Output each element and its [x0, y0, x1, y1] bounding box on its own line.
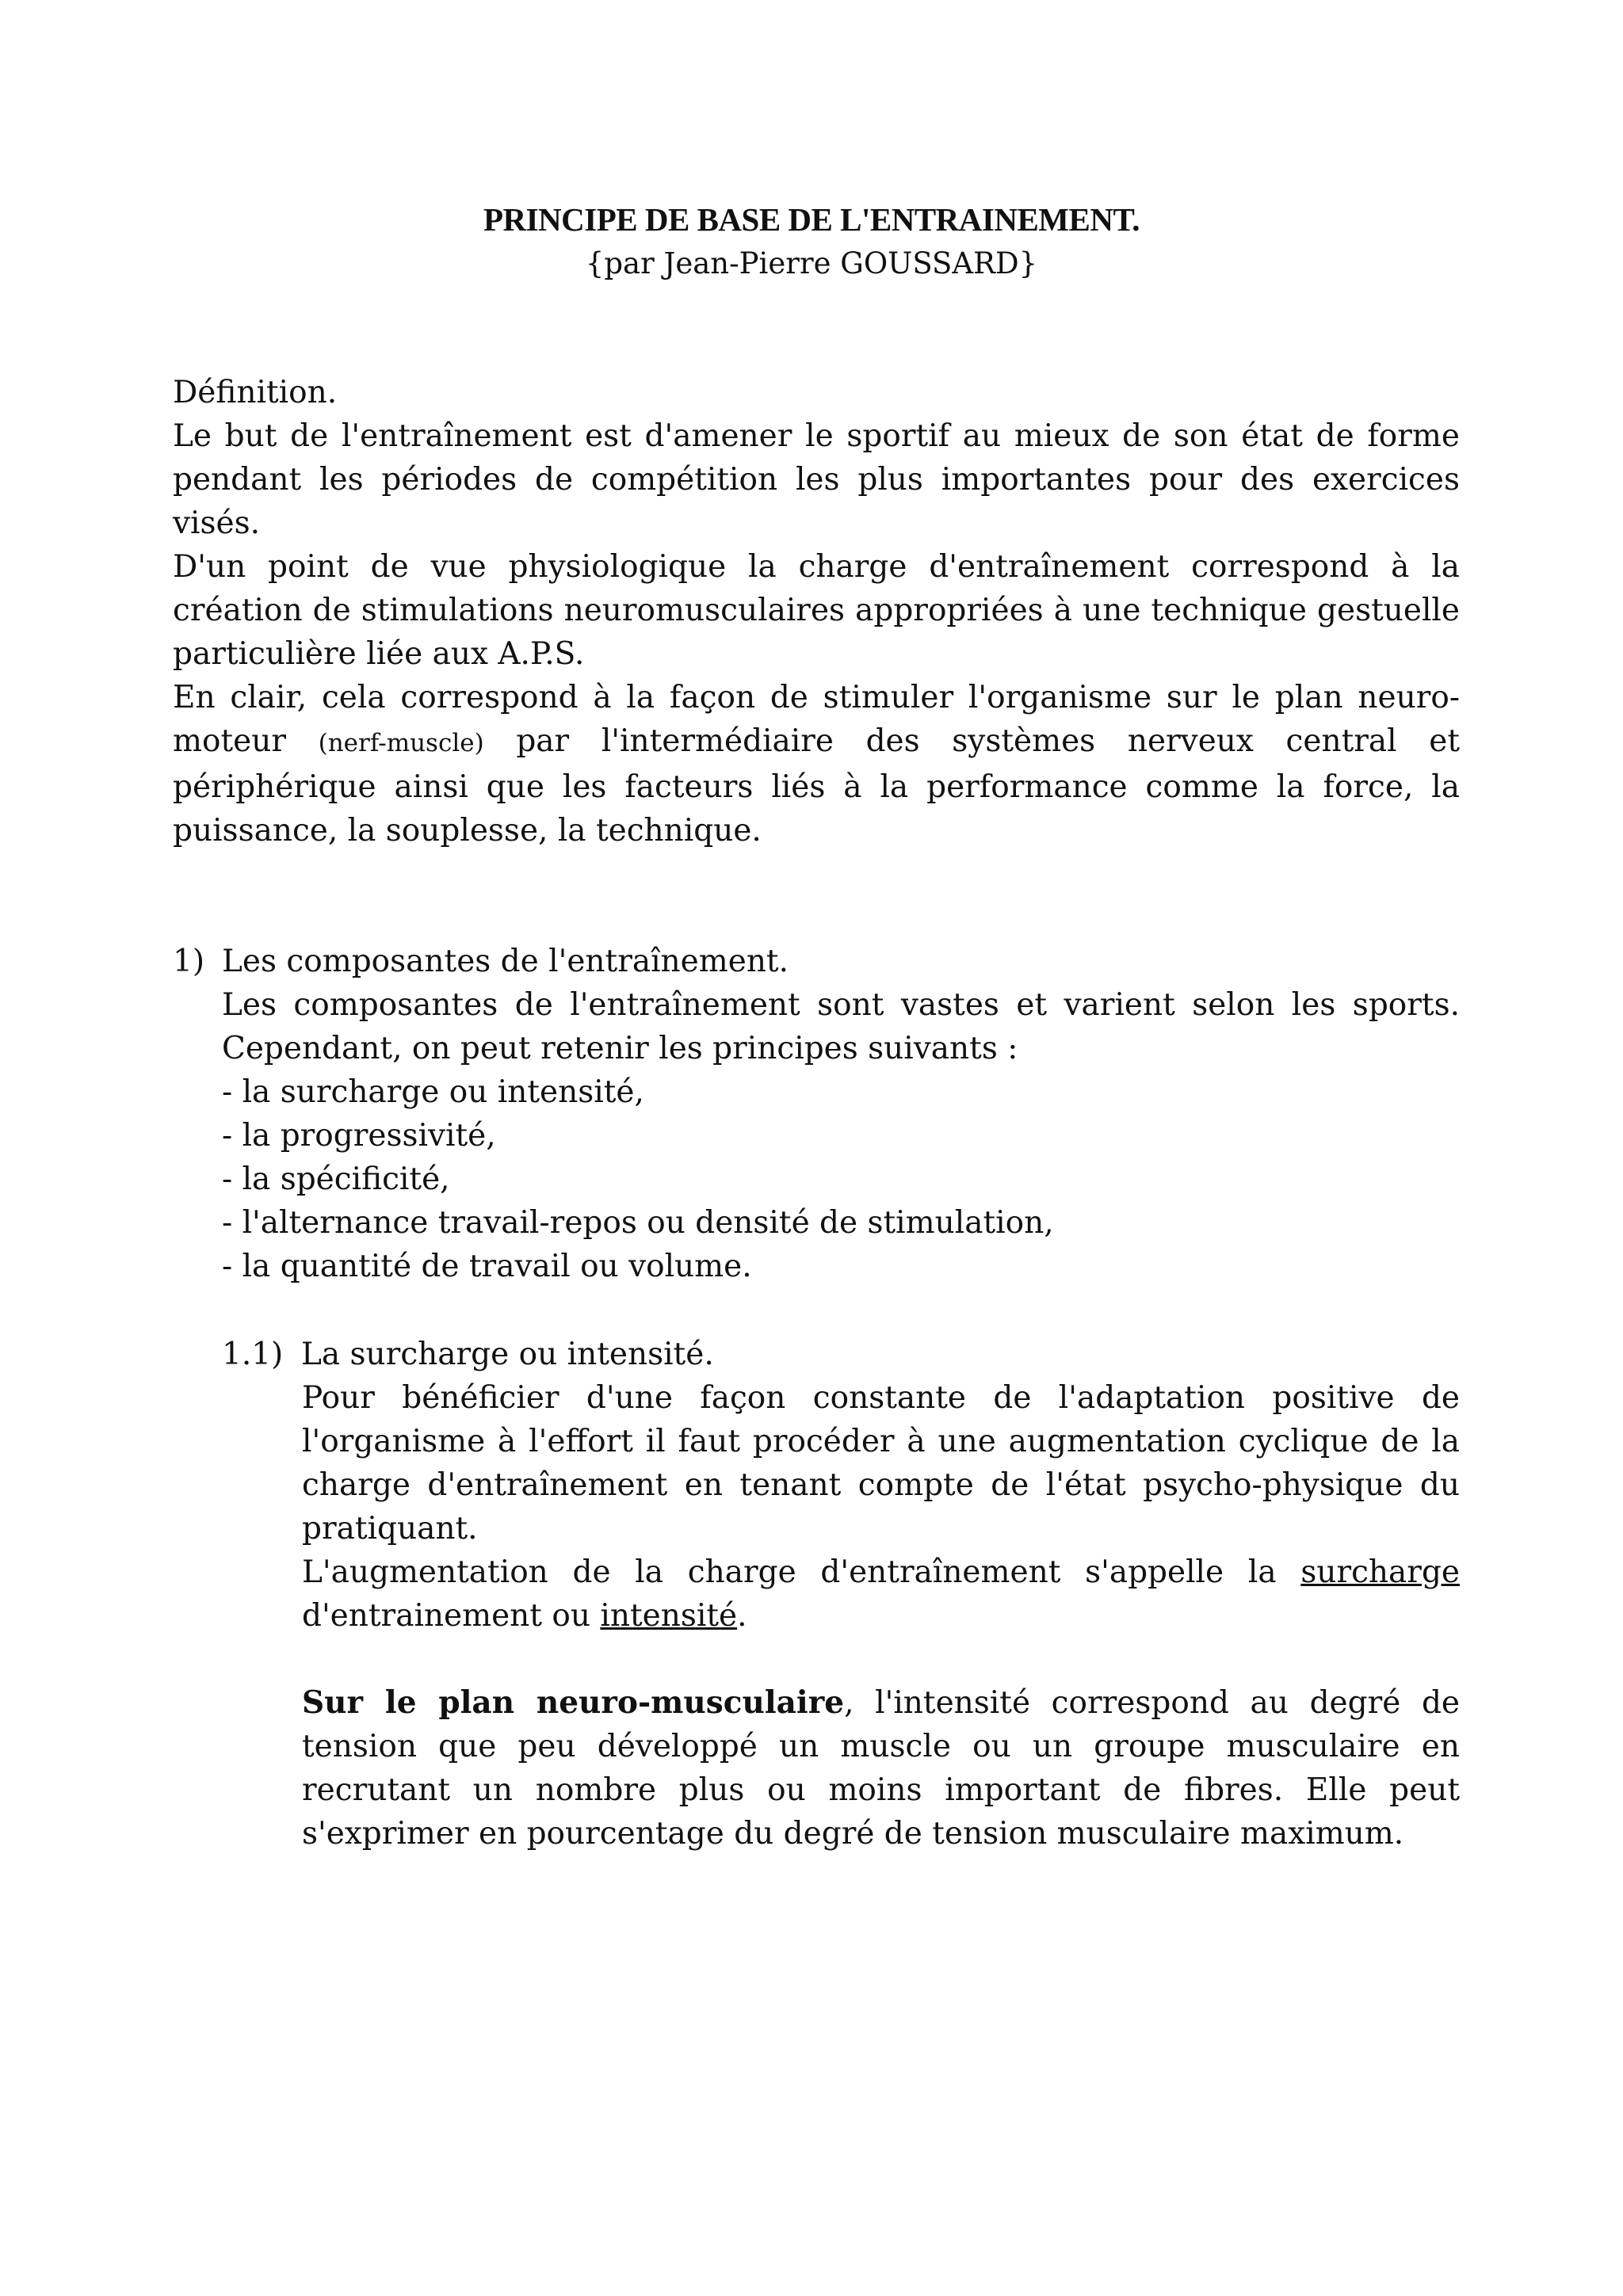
document-author: {par Jean-Pierre GOUSSARD}: [585, 246, 1038, 280]
definition-heading: Définition.: [173, 375, 338, 410]
definition-paragraph-1: Le but de l'entraînement est d'amener le sportif au mieux de son état de forme pendant les périodes de compétition les plus importantes pour des exercices visés.: [173, 418, 1460, 541]
document-title: PRINCIPE DE BASE DE L'ENTRAINEMENT.: [483, 201, 1140, 238]
subsection-p2-text-3: .: [737, 1598, 747, 1634]
list-item: - la quantité de travail ou volume.: [222, 1249, 752, 1284]
subsection-p2-text-1: L'augmentation de la charge d'entraînement s'appelle la: [302, 1554, 1301, 1590]
subsection-1-1-title: La surcharge ou intensité.: [301, 1337, 714, 1372]
bold-lead-in: Sur le plan neuro-musculaire: [302, 1684, 845, 1721]
definition-paragraph-3: [173, 676, 1460, 852]
definition-paragraph-2: D'un point de vue physiologique la charge d'entraînement correspond à la création de stimulations neuromusculaires appropriées à une technique gestuelle particulière liée aux A.P.S.: [173, 549, 1460, 672]
list-item: - la spécificité,: [222, 1161, 450, 1197]
definition-p3-small: (nerf-muscle): [318, 729, 484, 757]
list-item: - la progressivité,: [222, 1118, 496, 1154]
underlined-term-intensite: intensité: [600, 1598, 738, 1634]
section-1-heading: [173, 940, 1460, 983]
subsection-paragraph-2: [302, 1550, 1460, 1638]
definition-section: [173, 371, 1460, 852]
list-item: - la surcharge ou intensité,: [222, 1074, 644, 1110]
definition-p3-text-1: En clair, cela correspond à la façon de stimuler l'organisme sur le plan neuro-moteur: [173, 680, 1460, 759]
subsection-paragraph-1: Pour bénéficier d'une façon constante de l'adaptation positive de l'organisme à l'effort il faut procéder à une augmentation cyclique de la charge d'entraînement en tenant compte de l'état psycho-physique du pratiquant.: [302, 1380, 1460, 1547]
principles-list: [222, 1070, 1460, 1288]
subsection-p2-text-2: d'entrainement ou: [302, 1598, 601, 1634]
subsection-1-1-heading: [222, 1333, 1460, 1376]
list-item: - l'alternance travail-repos ou densité de stimulation,: [222, 1205, 1054, 1241]
section-1-number: 1): [173, 944, 205, 979]
subsection-1-1-number: 1.1): [222, 1337, 284, 1372]
subsection-1-1-body: [302, 1376, 1460, 1638]
section-1-title: Les composantes de l'entraînement.: [222, 944, 789, 979]
underlined-term-surcharge: surcharge: [1300, 1554, 1460, 1590]
subsection-paragraph-3: [302, 1681, 1460, 1855]
section-1-body: Les composantes de l'entraînement sont vastes et varient selon les sports. Cependant, on peut retenir les principes suivants :: [222, 987, 1460, 1066]
subsection-p3-text: , l'intensité correspond au degré de tension que peu développé un muscle ou un groupe musculaire en recrutant un nombre plus ou moins important de fibres. Elle peut s'exprimer en pourcentage du degré de tension musculaire maximum.: [302, 1685, 1460, 1852]
definition-p3-text-2: par l'intermédiaire des systèmes nerveux central et périphérique ainsi que les facteurs liés à la performance comme la force, la puissance, la souplesse, la technique.: [173, 723, 1460, 849]
